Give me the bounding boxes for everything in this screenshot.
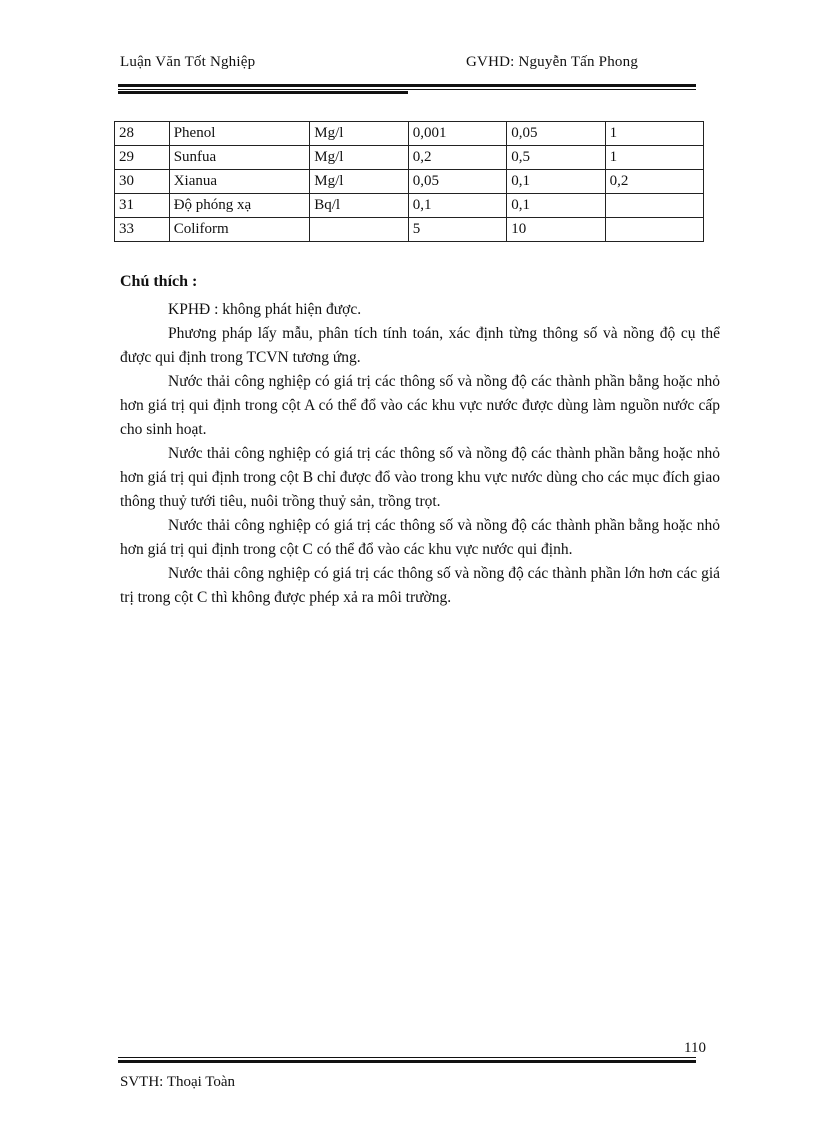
table-row	[115, 146, 704, 170]
table-cell: 30	[115, 170, 170, 194]
footer-rule-thick	[118, 1060, 696, 1063]
table-cell	[605, 218, 703, 242]
table-cell: Bq/l	[310, 194, 408, 218]
footer-rule-thin	[118, 1057, 696, 1058]
table-cell	[310, 218, 408, 242]
footer-author: SVTH: Thoại Toàn	[120, 1074, 236, 1090]
note-paragraph: KPHĐ : không phát hiện được.	[168, 301, 362, 318]
table-cell: 31	[115, 194, 170, 218]
table-cell: 0,5	[507, 146, 605, 170]
table-cell: Độ phóng xạ	[169, 194, 310, 218]
header-rule-thin	[118, 89, 696, 90]
table-cell	[605, 194, 703, 218]
table-cell: 10	[507, 218, 605, 242]
header-advisor: GVHD: Nguyễn Tấn Phong	[466, 54, 639, 70]
table-cell: 0,001	[408, 122, 507, 146]
page-number: 110	[684, 1040, 706, 1056]
table-cell: 0,2	[408, 146, 507, 170]
header-thesis-title: Luận Văn Tốt Nghiệp	[120, 54, 256, 70]
notes-body	[120, 298, 720, 610]
table-row	[115, 218, 704, 242]
note-paragraph: Nước thải công nghiệp có giá trị các thông số và nồng độ các thành phần bằng hoặc nhỏ hơn giá trị qui định trong cột B chỉ được đổ vào trong khu vực nước dùng cho các mục đích giao thông thuỷ tưới tiêu, nuôi trồng thuỷ sản, trồng trọt.	[120, 445, 720, 510]
table-cell: 1	[605, 122, 703, 146]
table-cell: 5	[408, 218, 507, 242]
table-cell: 0,05	[507, 122, 605, 146]
note-paragraph: Nước thải công nghiệp có giá trị các thông số và nồng độ các thành phần bằng hoặc nhỏ hơn giá trị qui định trong cột A có thể đổ vào các khu vực nước được dùng làm nguồn nước cấp cho sinh hoạt.	[120, 373, 720, 438]
table-cell: 29	[115, 146, 170, 170]
table-cell: Mg/l	[310, 170, 408, 194]
notes-title: Chú thích :	[120, 273, 198, 290]
table-cell: Mg/l	[310, 122, 408, 146]
table-cell: 28	[115, 122, 170, 146]
table-cell: Coliform	[169, 218, 310, 242]
note-paragraph: Phương pháp lấy mẫu, phân tích tính toán, xác định từng thông số và nồng độ cụ thể được qui định trong TCVN tương ứng.	[120, 325, 720, 366]
table-cell: 0,05	[408, 170, 507, 194]
table-cell: 1	[605, 146, 703, 170]
table-cell: Xianua	[169, 170, 310, 194]
table-cell: 33	[115, 218, 170, 242]
table-cell: Sunfua	[169, 146, 310, 170]
note-paragraph: Nước thải công nghiệp có giá trị các thông số và nồng độ các thành phần lớn hơn các giá trị trong cột C thì không được phép xả ra môi trường.	[120, 565, 720, 606]
table-row	[115, 122, 704, 146]
table-cell: 0,1	[507, 170, 605, 194]
table-cell: Phenol	[169, 122, 310, 146]
note-paragraph: Nước thải công nghiệp có giá trị các thông số và nồng độ các thành phần bằng hoặc nhỏ hơn giá trị qui định trong cột C có thể đổ vào các khu vực nước qui định.	[120, 517, 720, 558]
header-rule-accent	[118, 91, 408, 94]
header-rule-thick	[118, 84, 696, 87]
table-cell: 0,2	[605, 170, 703, 194]
table-cell: Mg/l	[310, 146, 408, 170]
table-row	[115, 194, 704, 218]
standards-table	[114, 121, 704, 242]
table-row	[115, 170, 704, 194]
table-cell: 0,1	[408, 194, 507, 218]
table-cell: 0,1	[507, 194, 605, 218]
